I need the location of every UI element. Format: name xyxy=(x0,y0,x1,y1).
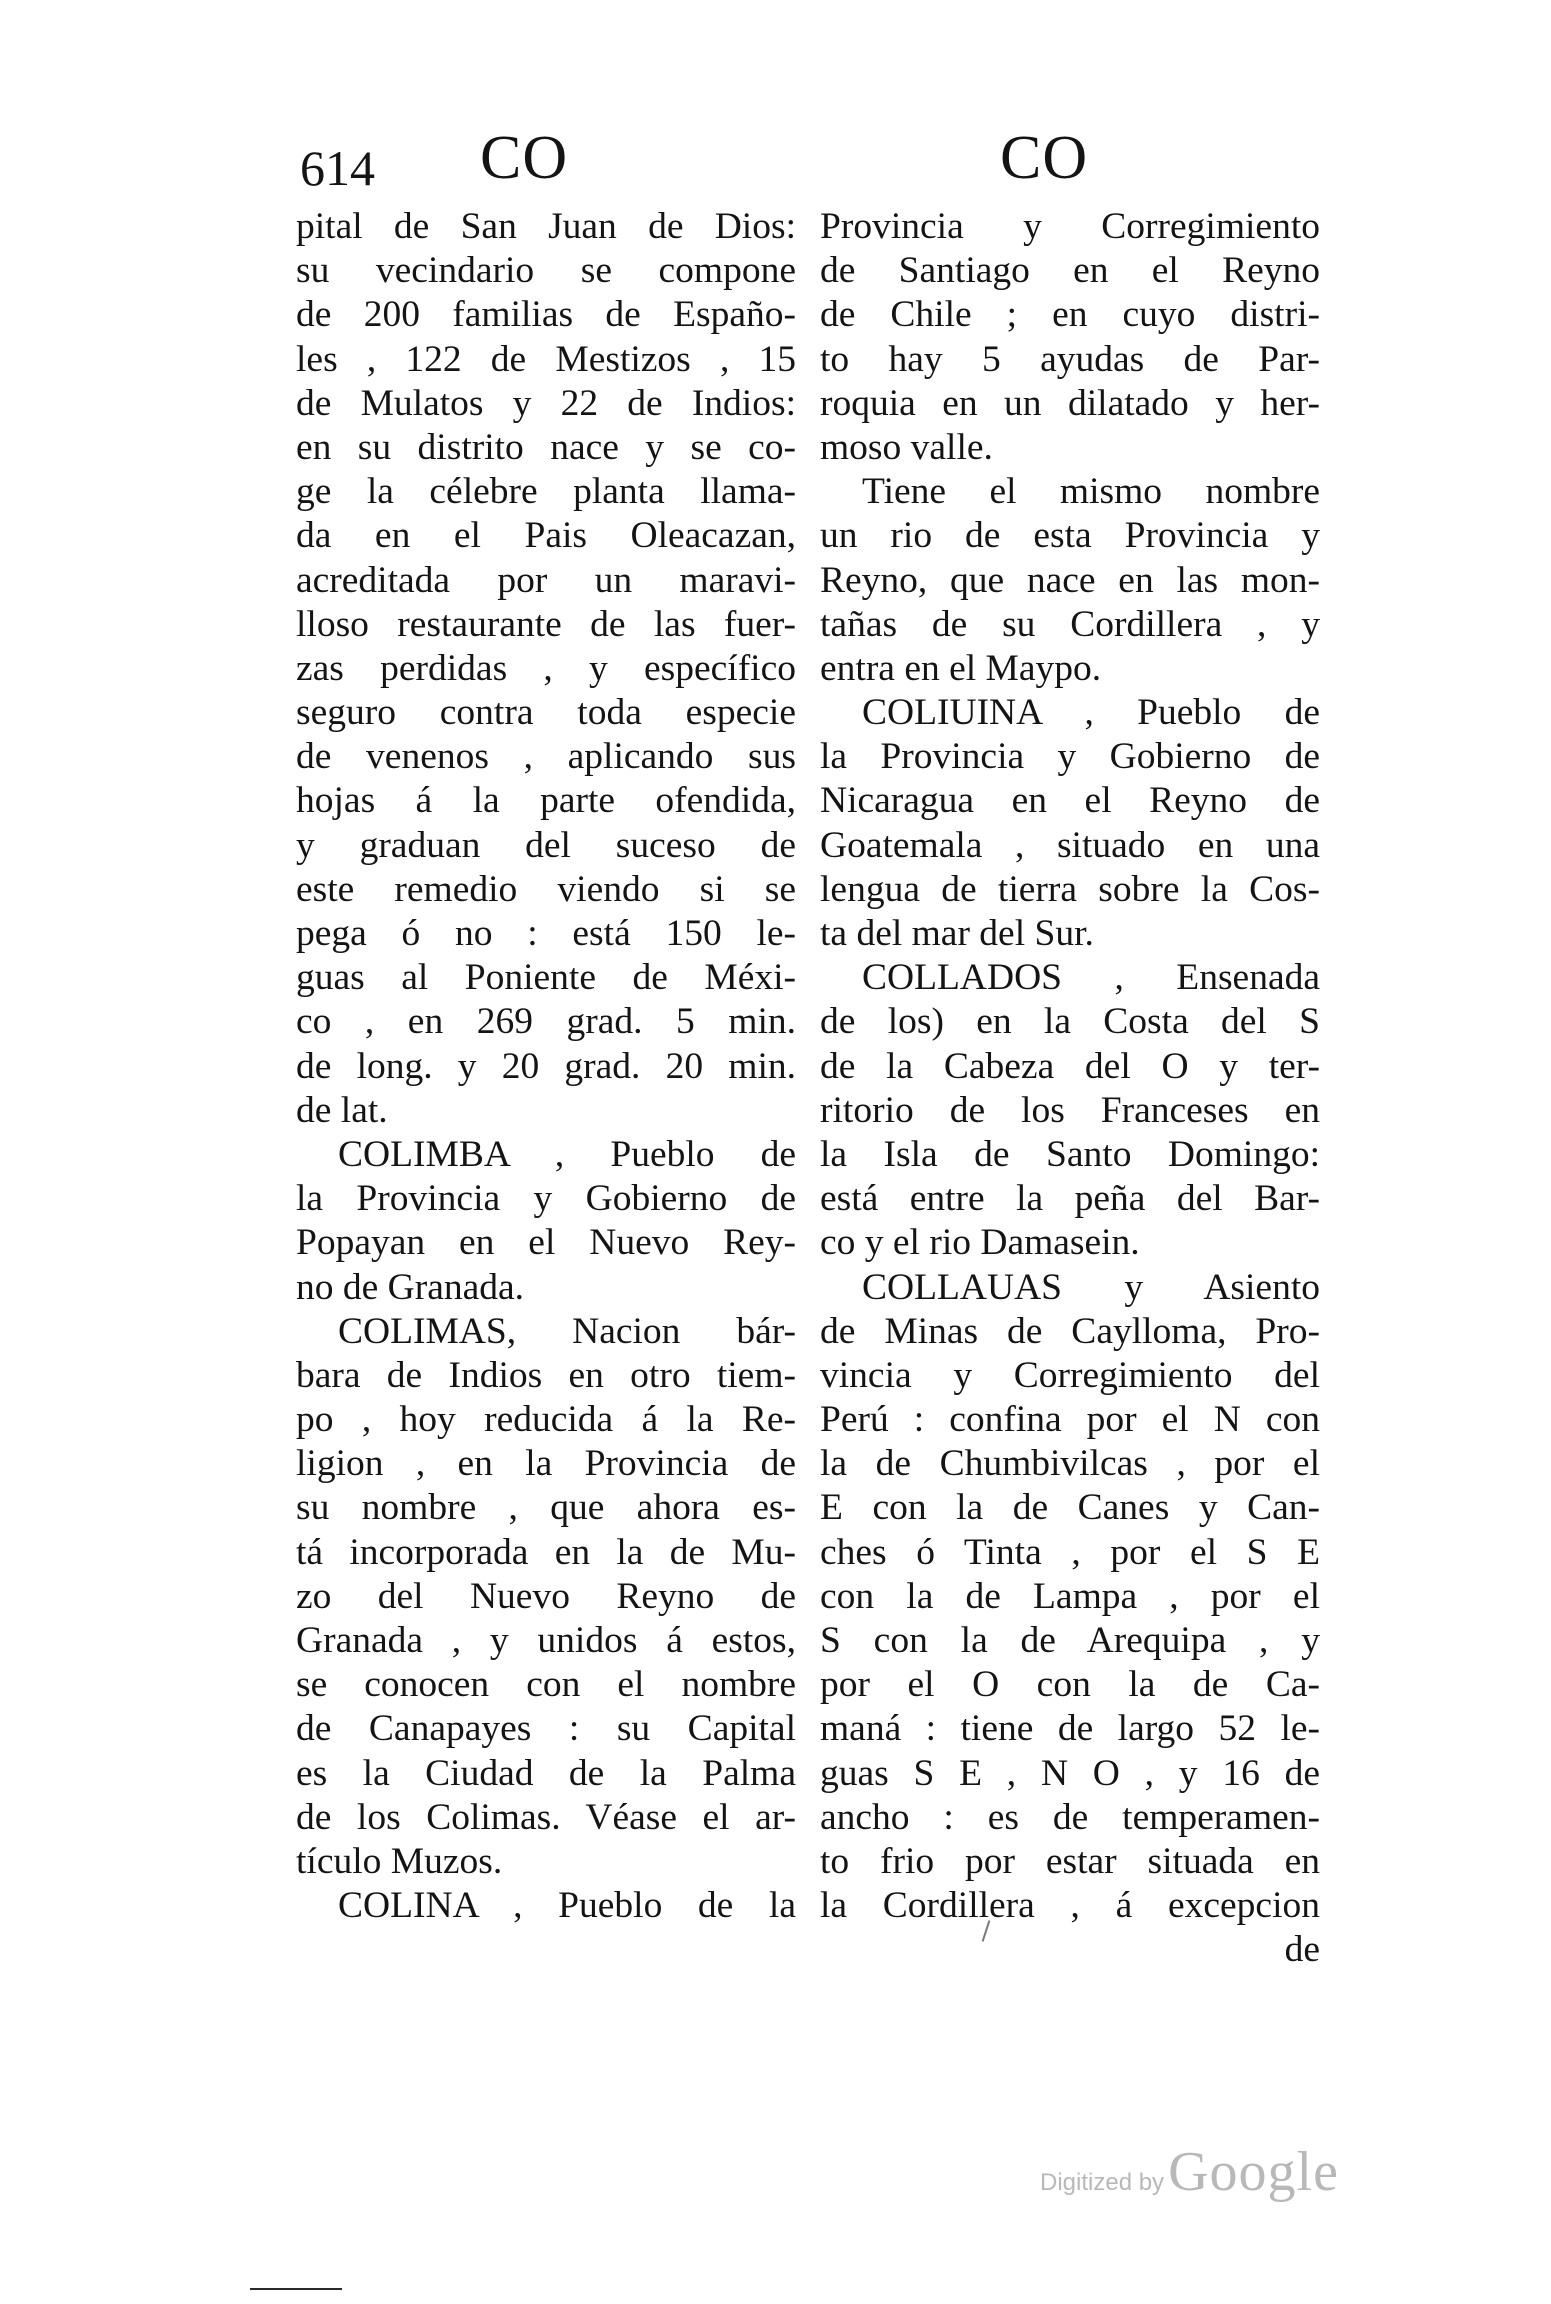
right-column-line: por el O con la de Ca- xyxy=(820,1664,1320,1706)
digitized-watermark xyxy=(1040,2140,1339,2204)
left-column-line: Popayan en el Nuevo Rey- xyxy=(296,1222,796,1264)
right-column-line: de Santiago en el Reyno xyxy=(820,250,1320,292)
left-column-line: co , en 269 grad. 5 min. xyxy=(296,1001,796,1043)
right-column-line: COLLAUAS y Asiento xyxy=(862,1266,1320,1308)
right-column-line: to frio por estar situada en xyxy=(820,1840,1320,1882)
watermark-prefix: Digitized by xyxy=(1040,2169,1165,2196)
left-column-line: en su distrito nace y se co- xyxy=(296,426,796,468)
right-column-line: de xyxy=(1284,1929,1320,1971)
left-column-line: Granada , y unidos á estos, xyxy=(296,1620,796,1661)
watermark-brand: Google xyxy=(1168,2141,1339,2203)
right-column-line: Tiene el mismo nombre xyxy=(862,471,1320,513)
left-column-line: se conocen con el nombre xyxy=(296,1664,796,1706)
left-column-line: hojas á la parte ofendida, xyxy=(296,780,796,822)
right-column-line: entra en el Maypo. xyxy=(820,647,1102,689)
right-column-line: un rio de esta Provincia y xyxy=(820,515,1320,557)
page-number: 614 xyxy=(300,140,375,196)
left-column-line: les , 122 de Mestizos , 15 xyxy=(296,338,796,380)
left-column-line: y graduan del suceso de xyxy=(296,824,796,866)
right-column-line: ta del mar del Sur. xyxy=(820,913,1094,954)
left-column-line: tículo Muzos. xyxy=(296,1840,503,1882)
right-column-line: la Provincia y Gobierno de xyxy=(820,736,1320,778)
left-column-line: este remedio viendo si se xyxy=(296,868,796,910)
right-column-line: co y el rio Damasein. xyxy=(820,1222,1140,1264)
left-column-line: zas perdidas , y específico xyxy=(296,647,796,689)
left-column-line: ge la célebre planta llama- xyxy=(296,471,796,513)
left-column-line: COLIMBA , Pueblo de xyxy=(338,1133,796,1175)
left-column-line: de long. y 20 grad. 20 min. xyxy=(296,1045,796,1087)
left-column-line: su nombre , que ahora es- xyxy=(296,1487,796,1529)
running-head-left: CO xyxy=(480,124,569,192)
left-column-line: su vecindario se compone xyxy=(296,250,796,292)
left-column-line: pital de San Juan de Dios: xyxy=(296,206,796,247)
left-column-line: es la Ciudad de la Palma xyxy=(296,1752,796,1794)
right-column-line: vincia y Corregimiento del xyxy=(820,1354,1320,1396)
running-head-right: CO xyxy=(1000,124,1089,192)
right-column-line: tañas de su Cordillera , y xyxy=(820,603,1320,645)
right-column-line: moso valle. xyxy=(820,426,993,468)
right-column-line: la de Chumbivilcas , por el xyxy=(820,1443,1320,1485)
left-column-line: de 200 familias de Españo- xyxy=(296,294,796,336)
left-column-line: ligion , en la Provincia de xyxy=(296,1443,796,1485)
right-column-line: la Cordillera , á excepcion xyxy=(820,1885,1320,1927)
right-column-line: Goatemala , situado en una xyxy=(820,824,1320,866)
right-column-line: Provincia y Corregimiento xyxy=(820,206,1320,247)
right-column-line: de Chile ; en cuyo distri- xyxy=(820,294,1320,336)
left-column-line: pega ó no : está 150 le- xyxy=(296,913,796,954)
right-column-line: Nicaragua en el Reyno de xyxy=(820,780,1320,822)
right-column-line: de los) en la Costa del S xyxy=(820,1001,1320,1043)
right-column-line: está entre la peña del Bar- xyxy=(820,1178,1320,1220)
right-column-line: COLLADOS , Ensenada xyxy=(862,957,1320,999)
right-column-line: la Isla de Santo Domingo: xyxy=(820,1133,1320,1175)
left-column-line: bara de Indios en otro tiem- xyxy=(296,1354,796,1396)
right-column-line: ritorio de los Franceses en xyxy=(820,1089,1320,1131)
left-column-line: de lat. xyxy=(296,1089,388,1131)
right-text-column xyxy=(820,205,1320,1973)
right-column-line: con la de Lampa , por el xyxy=(820,1575,1320,1617)
left-column-line: guas al Poniente de Méxi- xyxy=(296,957,796,999)
right-column-line: Reyno, que nace en las mon- xyxy=(820,559,1320,601)
left-column-line: lloso restaurante de las fuer- xyxy=(296,603,796,645)
left-column-line: no de Granada. xyxy=(296,1266,525,1308)
right-column-line: S con la de Arequipa , y xyxy=(820,1620,1320,1661)
left-column-line: de Mulatos y 22 de Indios: xyxy=(296,382,796,424)
left-column-line: seguro contra toda especie xyxy=(296,692,796,734)
footer-rule xyxy=(250,2288,342,2290)
right-column-line: maná : tiene de largo 52 le- xyxy=(820,1708,1320,1750)
left-column-line: COLINA , Pueblo de la xyxy=(338,1885,796,1927)
left-column-line: zo del Nuevo Reyno de xyxy=(296,1575,796,1617)
left-column-line: da en el Pais Oleacazan, xyxy=(296,515,796,557)
right-column-line: E con la de Canes y Can- xyxy=(820,1487,1320,1529)
left-column-line: tá incorporada en la de Mu- xyxy=(296,1531,796,1573)
right-column-line: roquia en un dilatado y her- xyxy=(820,382,1320,424)
right-column-line: guas S E , N O , y 16 de xyxy=(820,1752,1320,1794)
right-column-line: Perú : confina por el N con xyxy=(820,1399,1320,1441)
right-column-line: ches ó Tinta , por el S E xyxy=(820,1531,1320,1573)
left-column-line: de Canapayes : su Capital xyxy=(296,1708,796,1750)
right-column-line: ancho : es de temperamen- xyxy=(820,1796,1320,1838)
left-column-line: po , hoy reducida á la Re- xyxy=(296,1399,796,1441)
left-text-column xyxy=(296,205,796,1928)
right-column-line: to hay 5 ayudas de Par- xyxy=(820,338,1320,380)
right-column-line: de Minas de Caylloma, Pro- xyxy=(820,1310,1320,1352)
right-column-line: COLIUINA , Pueblo de xyxy=(862,692,1320,734)
left-column-line: COLIMAS, Nacion bár- xyxy=(338,1310,796,1352)
left-column-line: acreditada por un maravi- xyxy=(296,559,796,601)
left-column-line: de los Colimas. Véase el ar- xyxy=(296,1796,796,1838)
right-column-line: lengua de tierra sobre la Cos- xyxy=(820,868,1320,910)
left-column-line: de venenos , aplicando sus xyxy=(296,736,796,778)
left-column-line: la Provincia y Gobierno de xyxy=(296,1178,796,1220)
right-column-line: de la Cabeza del O y ter- xyxy=(820,1045,1320,1087)
